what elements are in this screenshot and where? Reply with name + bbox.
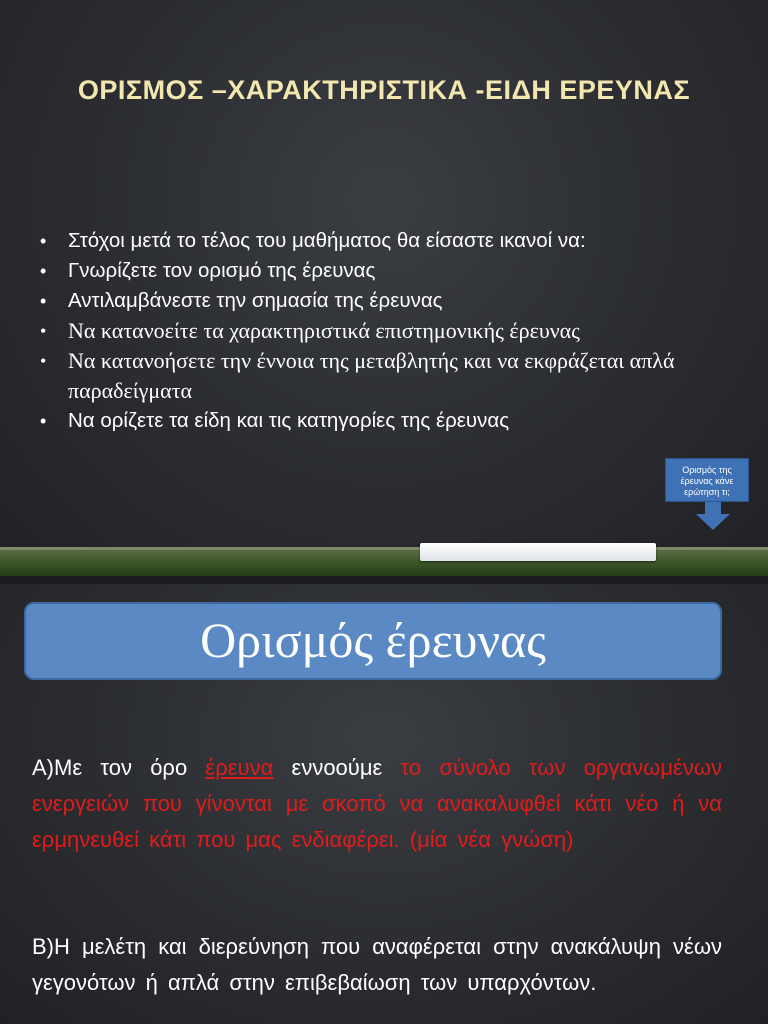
list-item: • Αντιλαμβάνεστε την σημασία της έρευνας xyxy=(40,286,740,316)
list-item: • Να ορίζετε τα είδη και τις κατηγορίες της έρευνας xyxy=(40,406,740,436)
definition-paragraph-b: Β)Η μελέτη και διερεύνηση που αναφέρεται στην ανακάλυψη νέων γεγονότων ή απλά στην επιβεβαίωση των υπαρχόντων. xyxy=(32,934,722,995)
bullet-icon: • xyxy=(40,291,47,311)
term-highlight: έρευνα xyxy=(205,755,274,780)
bullet-icon: • xyxy=(40,231,47,251)
list-item: • Γνωρίζετε τον ορισμό της έρευνας xyxy=(40,256,740,286)
list-item: • Στόχοι μετά το τέλος του μαθήματος θα είσαστε ικανοί να: xyxy=(40,226,740,256)
bullet-icon: • xyxy=(40,321,47,341)
bullet-icon: • xyxy=(40,411,47,431)
slide-title: ΟΡΙΣΜΟΣ –ΧΑΡΑΚΤΗΡΙΣΤΙΚΑ -ΕΙΔΗ ΕΡΕΥΝΑΣ xyxy=(77,75,691,105)
definition-paragraph-a: Α)Με τον όρο έρευνα εννοούμε το σύνολο των οργανωμένων ενεργειών που γίνονται με σκοπό να ανακαλυφθεί κάτι νέο ή να ερμηνευθεί κάτι που μας ενδιαφέρει. (μία νέα γνώση) xyxy=(32,755,722,852)
list-item: • Να κατανοήσετε την έννοια της μεταβλητής και να εκφράζεται απλά παραδείγματα xyxy=(40,348,675,403)
slide-2 xyxy=(0,584,768,1024)
objectives-list xyxy=(40,226,740,436)
callout-note: Ορισμός της έρευνας κάνε ερώτηση τι; xyxy=(665,458,749,502)
bullet-icon: • xyxy=(40,261,47,281)
chalk-piece xyxy=(420,543,656,561)
definition-highlight: το σύνολο των οργανωμένων ενεργειών που γίνονται με σκοπό να ανακαλυφθεί κάτι νέο ή να ερμηνευθεί κάτι που μας ενδιαφέρει. (μία νέα γνώση) xyxy=(32,755,722,852)
bullet-icon: • xyxy=(40,351,47,371)
definition-banner: Ορισμός έρευνας xyxy=(24,602,722,680)
list-item: • Να κατανοείτε τα χαρακτηριστικά επιστημονικής έρευνας xyxy=(40,316,740,346)
